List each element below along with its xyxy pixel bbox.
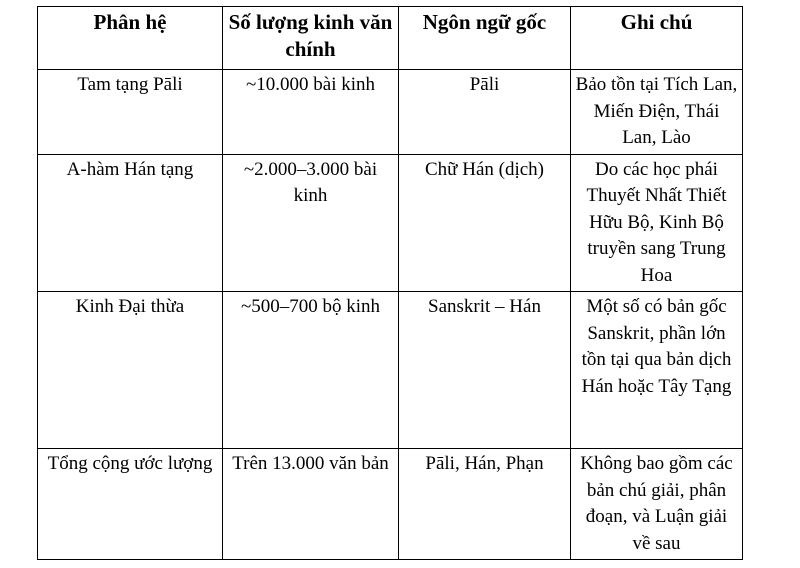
cell-ghi-chu: Do các học phái Thuyết Nhất Thiết Hữu Bộ, Kinh Bộ truyền sang Trung Hoa	[571, 154, 743, 292]
cell-ghi-chu: Một số có bản gốc Sanskrit, phần lớn tồn tại qua bản dịch Hán hoặc Tây Tạng	[571, 292, 743, 449]
header-so-luong: Số lượng kinh văn chính	[223, 7, 399, 70]
sutra-table	[37, 6, 743, 560]
cell-phan-he: A-hàm Hán tạng	[38, 154, 223, 292]
cell-phan-he: Tam tạng Pāli	[38, 70, 223, 155]
cell-phan-he: Tổng cộng ước lượng	[38, 449, 223, 560]
cell-ngon-ngu: Pāli, Hán, Phạn	[399, 449, 571, 560]
header-ghi-chu: Ghi chú	[571, 7, 743, 70]
table-row	[38, 449, 743, 560]
table-row	[38, 70, 743, 155]
cell-ngon-ngu: Chữ Hán (dịch)	[399, 154, 571, 292]
cell-so-luong: ~10.000 bài kinh	[223, 70, 399, 155]
header-phan-he: Phân hệ	[38, 7, 223, 70]
cell-ngon-ngu: Pāli	[399, 70, 571, 155]
table-header-row	[38, 7, 743, 70]
cell-so-luong: ~500–700 bộ kinh	[223, 292, 399, 449]
table-row	[38, 154, 743, 292]
cell-phan-he: Kinh Đại thừa	[38, 292, 223, 449]
cell-so-luong: Trên 13.000 văn bản	[223, 449, 399, 560]
cell-so-luong: ~2.000–3.000 bài kinh	[223, 154, 399, 292]
cell-ghi-chu: Không bao gồm các bản chú giải, phân đoạn, và Luận giải về sau	[571, 449, 743, 560]
header-ngon-ngu: Ngôn ngữ gốc	[399, 7, 571, 70]
cell-ghi-chu: Bảo tồn tại Tích Lan, Miến Điện, Thái Lan, Lào	[571, 70, 743, 155]
cell-ngon-ngu: Sanskrit – Hán	[399, 292, 571, 449]
table-row	[38, 292, 743, 449]
